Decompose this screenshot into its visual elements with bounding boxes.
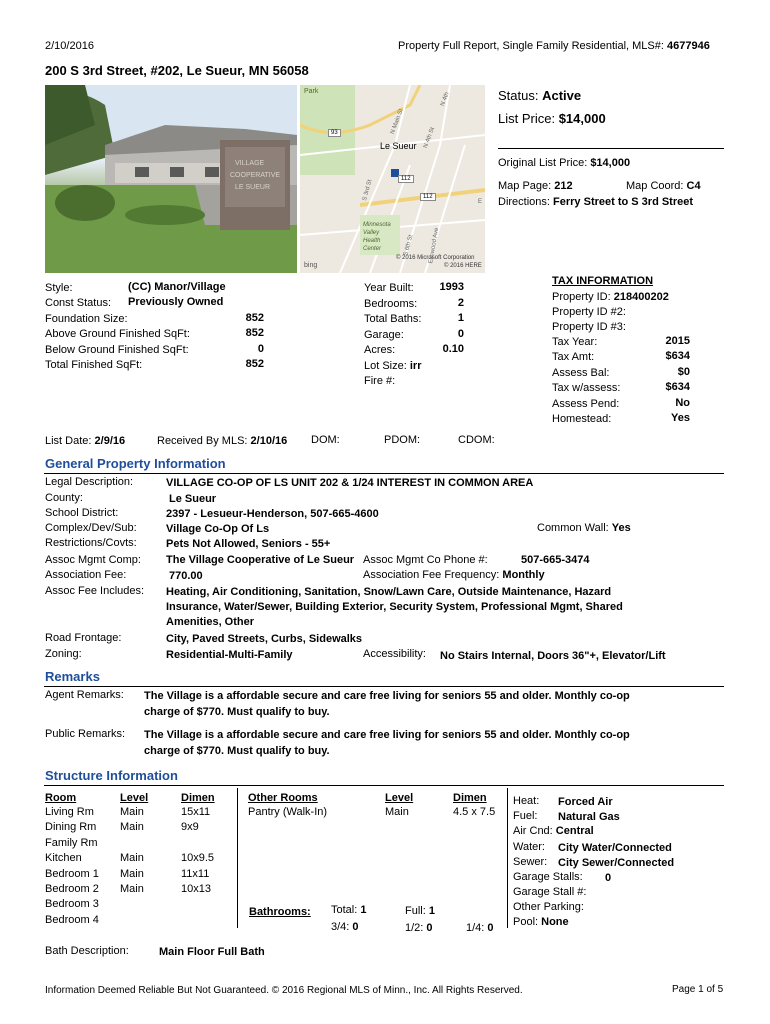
homestead-label: Homestead: — [552, 413, 612, 425]
agent-remarks-line1: The Village is a affordable secure and care free living for seniors 55 and older. Monthly co-op — [144, 690, 630, 702]
bath-quarter-label: 1/4: — [466, 922, 488, 934]
air-cond-value: Central — [555, 825, 594, 837]
report-title — [398, 40, 710, 52]
tax-year-value: 2015 — [665, 335, 690, 347]
heat-label: Heat: — [513, 795, 540, 807]
room-level: Main — [120, 806, 144, 818]
property-id2-label: Property ID #2: — [552, 306, 626, 318]
total-sqft-value: 852 — [245, 358, 264, 370]
map-coord-value: C4 — [686, 180, 701, 192]
map-copyright-1: © 2016 Microsoft Corporation — [396, 255, 475, 261]
property-photo-image — [45, 85, 297, 273]
map-label-n4th: N 4th St — [423, 126, 437, 150]
room-dimen: 10x9.5 — [181, 852, 215, 865]
bath-three-quarter-label: 3/4: — [331, 921, 353, 933]
other-level-header: Level — [385, 792, 414, 804]
directions-label: Directions: — [498, 196, 554, 208]
property-id3-label: Property ID #3: — [552, 321, 626, 333]
status-divider — [498, 148, 724, 149]
list-price-value: $14,000 — [558, 111, 606, 126]
acres-value: 0.10 — [442, 343, 464, 355]
foundation-label: Foundation Size: — [45, 313, 128, 325]
total-baths-label: Total Baths: — [364, 313, 422, 325]
year-built-label: Year Built: — [364, 282, 414, 294]
map-graphic — [300, 85, 485, 273]
property-address: 200 S 3rd Street, #202, Le Sueur, MN 56058 — [45, 63, 309, 78]
zoning-label: Zoning: — [45, 648, 82, 660]
garage-value: 0 — [457, 328, 464, 340]
county-value: Le Sueur — [169, 493, 217, 505]
common-wall — [537, 522, 631, 534]
bath-description-value: Main Floor Full Bath — [159, 946, 265, 958]
pool-value: None — [541, 916, 569, 928]
level-header: Level — [120, 792, 149, 804]
original-price-value: $14,000 — [590, 157, 631, 169]
road-frontage-value: City, Paved Streets, Curbs, Sidewalks — [166, 633, 363, 645]
cdom-label: CDOM: — [458, 434, 495, 446]
dimen-header: Dimen — [181, 792, 215, 804]
bath-total-value: 1 — [360, 904, 367, 916]
bing-logo: bing — [304, 262, 318, 269]
received-date-label: Received By MLS: — [157, 435, 251, 447]
room-room: Bedroom 4 — [45, 913, 99, 926]
room-level: Main — [120, 821, 144, 834]
room-dimen: 11x11 — [181, 867, 210, 880]
room-level: Main — [120, 883, 144, 895]
property-photo — [45, 85, 297, 273]
original-price-label: Original List Price: — [498, 157, 591, 169]
assess-pend-label: Assess Pend: — [552, 398, 620, 410]
above-sqft-value: 852 — [245, 327, 264, 339]
common-wall-label: Common Wall: — [537, 522, 612, 534]
assoc-mgmt-value: The Village Cooperative of Le Sueur — [166, 554, 355, 566]
bath-quarter-value: 0 — [487, 922, 494, 934]
bath-half-value: 0 — [426, 922, 433, 934]
bath-three-quarter — [331, 921, 359, 933]
room-room: Dining Rm — [45, 821, 97, 834]
bath-full-label: Full: — [405, 905, 429, 917]
bathrooms-label: Bathrooms: — [249, 906, 311, 918]
assess-bal-label: Assess Bal: — [552, 367, 610, 379]
fee-includes-line1: Heating, Air Conditioning, Sanitation, Snow/Lawn Care, Outside Maintenance, Hazard — [166, 586, 612, 598]
room-dimen: 10x13 — [181, 883, 211, 895]
fee-frequency — [363, 569, 545, 581]
list-date — [45, 435, 125, 447]
fee-frequency-label: Association Fee Frequency: — [363, 569, 503, 581]
tax-info-title: TAX INFORMATION — [552, 275, 654, 287]
water-label: Water: — [513, 841, 545, 853]
map-label-elmwood: Elmwood Ave — [428, 227, 441, 265]
accessibility-value: No Stairs Internal, Doors 36"+, Elevator/Lift — [440, 650, 666, 662]
map-page-label: Map Page: — [498, 180, 555, 192]
restrictions-label: Restrictions/Covts: — [45, 537, 137, 549]
other-room-name: Pantry (Walk-In) — [248, 806, 328, 818]
assess-bal-value: $0 — [677, 366, 690, 378]
location-map[interactable] — [300, 85, 485, 273]
legal-desc-label: Legal Description: — [45, 476, 134, 488]
tax-amt-value: $634 — [665, 350, 690, 362]
air-cond — [513, 825, 594, 837]
map-page — [498, 180, 573, 192]
lot-size-value: irr — [409, 360, 422, 372]
map-label-nmain: N Main St — [390, 108, 405, 136]
garage-stalls-label: Garage Stalls: — [513, 871, 583, 883]
fee-frequency-value: Monthly — [502, 569, 545, 581]
pool — [513, 916, 569, 928]
bath-half — [405, 922, 433, 934]
footer-disclaimer: Information Deemed Reliable But Not Guaranteed. © 2016 Regional MLS of Minn., Inc. All Rights Reserved. — [45, 985, 523, 996]
public-remarks-label: Public Remarks: — [45, 728, 126, 740]
restrictions-value: Pets Not Allowed, Seniors - 55+ — [166, 538, 331, 550]
assoc-fee-value: 770.00 — [169, 570, 203, 582]
listing-status — [498, 88, 581, 103]
complex-label: Complex/Dev/Sub: — [45, 522, 137, 534]
agent-remarks-label: Agent Remarks: — [45, 689, 124, 701]
remarks-divider — [44, 686, 724, 687]
room-room: Bedroom 2 — [45, 883, 99, 895]
bath-quarter — [466, 922, 494, 934]
room-level: Main — [120, 852, 144, 865]
bath-total-label: Total: — [331, 904, 361, 916]
total-sqft-label: Total Finished SqFt: — [45, 359, 143, 371]
fire-number-label: Fire #: — [364, 375, 396, 387]
report-title-text: Property Full Report, Single Family Residential, MLS#: — [398, 40, 667, 52]
assoc-mgmt-label: Assoc Mgmt Comp: — [45, 554, 141, 566]
other-parking-label: Other Parking: — [513, 901, 584, 913]
svg-text:VILLAGE: VILLAGE — [235, 160, 265, 167]
room-dimen: 9x9 — [181, 821, 199, 834]
remarks-title: Remarks — [45, 669, 100, 684]
water-value: City Water/Connected — [558, 842, 672, 854]
status-value: Active — [542, 88, 582, 103]
garage-label: Garage: — [364, 329, 404, 341]
map-page-value: 212 — [554, 180, 573, 192]
lot-size-label: Lot Size: — [364, 360, 410, 372]
bedrooms-value: 2 — [457, 297, 464, 309]
public-remarks-line1: The Village is a affordable secure and care free living for seniors 55 and older. Monthly co-op — [144, 729, 630, 741]
room-level: Main — [120, 867, 144, 880]
svg-text:LE SUEUR: LE SUEUR — [235, 184, 271, 191]
common-wall-value: Yes — [611, 522, 631, 534]
directions — [498, 196, 693, 208]
total-baths-value: 1 — [457, 312, 464, 324]
map-label-s6th: S 6th St — [403, 234, 415, 257]
assoc-phone-value: 507-665-3474 — [521, 554, 590, 566]
tax-amt-label: Tax Amt: — [552, 351, 595, 363]
pool-label: Pool: — [513, 916, 542, 928]
room-room: Bedroom 1 — [45, 867, 99, 880]
garage-stalls-value: 0 — [605, 872, 612, 884]
room-dimen: 15x11 — [181, 806, 211, 818]
other-rooms-header: Other Rooms — [248, 792, 318, 804]
legal-desc-value: VILLAGE CO-OP OF LS UNIT 202 & 1/24 INTEREST IN COMMON AREA — [166, 477, 534, 489]
map-label-hospital: Minnesota Valley Health Center — [363, 222, 391, 252]
school-district-value: 2397 - Lesueur-Henderson, 507-665-4600 — [166, 508, 379, 520]
below-sqft-value: 0 — [257, 343, 264, 355]
above-sqft-label: Above Ground Finished SqFt: — [45, 328, 190, 340]
property-id-label: Property ID: — [552, 291, 614, 303]
bath-full — [405, 905, 435, 917]
property-id — [552, 291, 669, 303]
sewer-value: City Sewer/Connected — [558, 857, 675, 869]
map-road-112b: 112 — [420, 193, 436, 201]
room-room: Kitchen — [45, 852, 82, 865]
foundation-value: 852 — [245, 312, 264, 324]
room-room: Bedroom 3 — [45, 898, 99, 911]
acres-label: Acres: — [364, 344, 396, 356]
directions-value: Ferry Street to S 3rd Street — [553, 196, 694, 208]
map-label-s3rd: S 3rd St — [362, 179, 374, 202]
accessibility-label: Accessibility: — [363, 648, 426, 660]
agent-remarks-line2: charge of $770. Must qualify to buy. — [144, 706, 330, 718]
list-price — [498, 111, 606, 126]
list-date-label: List Date: — [45, 435, 95, 447]
report-date: 2/10/2016 — [45, 40, 94, 52]
room-room: Family Rm — [45, 836, 98, 849]
bath-half-label: 1/2: — [405, 922, 427, 934]
general-info-divider — [44, 473, 724, 474]
tax-year-label: Tax Year: — [552, 336, 598, 348]
tax-wassess-label: Tax w/assess: — [552, 382, 621, 394]
public-remarks-line2: charge of $770. Must qualify to buy. — [144, 745, 330, 757]
fuel-value: Natural Gas — [558, 811, 620, 823]
received-date-value: 2/10/16 — [250, 435, 288, 447]
homestead-value: Yes — [671, 412, 690, 424]
map-label-town: Le Sueur — [380, 141, 417, 151]
school-district-label: School District: — [45, 507, 119, 519]
property-id-value: 218400202 — [613, 291, 669, 303]
bath-three-quarter-value: 0 — [352, 921, 359, 933]
fuel-label: Fuel: — [513, 810, 538, 822]
assess-pend-value: No — [675, 397, 690, 409]
map-label-park: Park — [304, 88, 319, 95]
page-number: Page 1 of 5 — [672, 984, 724, 995]
const-status-label: Const Status: — [45, 297, 112, 309]
assoc-phone-label: Assoc Mgmt Co Phone #: — [363, 554, 488, 566]
rooms-separator — [237, 788, 238, 928]
received-date — [157, 435, 287, 447]
style-value: (CC) Manor/Village — [128, 281, 226, 293]
list-price-label: List Price: — [498, 111, 559, 126]
map-coord-label: Map Coord: — [626, 180, 687, 192]
other-room-dimen: 4.5 x 7.5 — [453, 806, 496, 818]
heat-value: Forced Air — [558, 796, 613, 808]
map-label-e: E — [478, 199, 483, 205]
original-price — [498, 157, 630, 169]
room-room: Living Rm — [45, 806, 94, 818]
style-label: Style: — [45, 282, 73, 294]
map-road-112a: 112 — [398, 175, 414, 183]
map-coord — [626, 180, 701, 192]
structure-title: Structure Information — [45, 768, 178, 783]
status-label: Status: — [498, 88, 543, 103]
room-header: Room — [45, 792, 77, 804]
map-label-n4th-top: N 4th — [440, 91, 451, 108]
sewer-label: Sewer: — [513, 856, 548, 868]
map-copyright-2: © 2016 HERE — [444, 263, 482, 269]
complex-value: Village Co-Op Of Ls — [166, 523, 270, 535]
fee-includes-line2: Insurance, Water/Sewer, Building Exterior, Security System, Professional Mgmt, Shared — [166, 601, 623, 613]
pdom-label: PDOM: — [384, 434, 421, 446]
air-cond-label: Air Cnd: — [513, 825, 556, 837]
county-label: County: — [45, 492, 83, 504]
map-road-93: 93 — [328, 129, 341, 137]
const-status-value: Previously Owned — [128, 296, 224, 308]
mls-number: 4677946 — [667, 40, 710, 52]
lot-size — [364, 360, 421, 372]
svg-text:COOPERATIVE: COOPERATIVE — [230, 172, 281, 179]
below-sqft-label: Below Ground Finished SqFt: — [45, 344, 189, 356]
list-date-value: 2/9/16 — [94, 435, 126, 447]
bath-description-label: Bath Description: — [45, 945, 129, 957]
utilities-separator — [507, 788, 508, 928]
fee-includes-label: Assoc Fee Includes: — [45, 585, 145, 597]
other-room-level: Main — [385, 806, 409, 818]
year-built-value: 1993 — [439, 281, 464, 293]
general-info-title: General Property Information — [45, 456, 226, 471]
bedrooms-label: Bedrooms: — [364, 298, 418, 310]
dom-label: DOM: — [311, 434, 340, 446]
bath-full-value: 1 — [428, 905, 435, 917]
bath-total — [331, 904, 366, 916]
other-dimen-header: Dimen — [453, 792, 487, 804]
structure-divider — [44, 785, 724, 786]
zoning-value: Residential-Multi-Family — [166, 649, 293, 661]
road-frontage-label: Road Frontage: — [45, 632, 122, 644]
tax-wassess-value: $634 — [665, 381, 690, 393]
assoc-fee-label: Association Fee: — [45, 569, 127, 581]
fee-includes-line3: Amenities, Other — [166, 616, 255, 628]
garage-stall-number-label: Garage Stall #: — [513, 886, 587, 898]
